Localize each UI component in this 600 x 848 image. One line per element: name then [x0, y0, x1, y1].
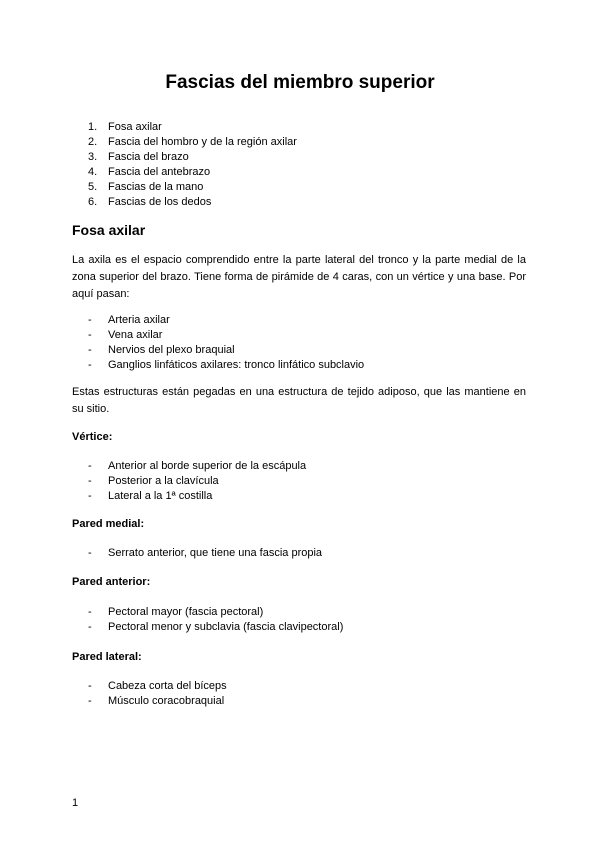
- list-item-text: Nervios del plexo braquial: [108, 344, 235, 356]
- fat-paragraph: Estas estructuras están pegadas en una estructura de tejido adiposo, que las mantiene en su sitio.: [72, 386, 526, 415]
- list-item: [88, 459, 306, 474]
- toc-item: [88, 195, 297, 210]
- toc-item: [88, 180, 297, 195]
- bullet-dash: -: [88, 329, 92, 341]
- list-item-text: Arteria axilar: [108, 314, 170, 326]
- bullet-dash: -: [88, 680, 92, 692]
- toc-item: [88, 120, 297, 135]
- list-item: [88, 679, 227, 694]
- list-item-text: Lateral a la 1ª costilla: [108, 490, 213, 502]
- toc-number: 6.: [88, 196, 98, 208]
- list-item: [88, 328, 364, 343]
- document-title: Fascias del miembro superior: [165, 72, 435, 93]
- pared-medial-list: [88, 546, 322, 561]
- list-item: [88, 605, 343, 620]
- bullet-dash: -: [88, 475, 92, 487]
- bullet-dash: -: [88, 460, 92, 472]
- list-item-text: Anterior al borde superior de la escápula: [108, 460, 307, 472]
- list-item: [88, 620, 343, 635]
- bullet-dash: -: [88, 344, 92, 356]
- list-item-text: Pectoral mayor (fascia pectoral): [108, 606, 264, 618]
- list-item: [88, 313, 364, 328]
- list-item-text: Músculo coracobraquial: [108, 695, 225, 707]
- toc-number: 2.: [88, 136, 98, 148]
- toc-item: [88, 135, 297, 150]
- intro-paragraph: La axila es el espacio comprendido entre la parte lateral del tronco y la parte medial de la zona superior del brazo. Tiene forma de pirámide de 4 caras, con un vértice y una base. Por aquí pasan:: [72, 254, 526, 300]
- table-of-contents: [88, 120, 297, 210]
- bullet-dash: -: [88, 606, 92, 618]
- pared-anterior-heading: Pared anterior:: [72, 576, 151, 588]
- toc-text: Fascia del brazo: [108, 151, 189, 163]
- list-item: [88, 358, 364, 373]
- list-item: [88, 489, 306, 504]
- toc-text: Fascia del antebrazo: [108, 166, 211, 178]
- list-item: [88, 546, 322, 561]
- list-item: [88, 694, 227, 709]
- list-item: [88, 343, 364, 358]
- pared-lateral-list: [88, 679, 227, 709]
- bullet-dash: -: [88, 359, 92, 371]
- toc-text: Fascias de la mano: [108, 181, 204, 193]
- toc-number: 3.: [88, 151, 98, 163]
- list-item-text: Posterior a la clavícula: [108, 475, 219, 487]
- toc-number: 1.: [88, 121, 98, 133]
- bullet-dash: -: [88, 490, 92, 502]
- toc-text: Fascias de los dedos: [108, 196, 212, 208]
- list-item-text: Pectoral menor y subclavia (fascia clavipectoral): [108, 621, 344, 633]
- toc-text: Fosa axilar: [108, 121, 162, 133]
- page-number: 1: [72, 797, 79, 809]
- list-item-text: Cabeza corta del bíceps: [108, 680, 227, 692]
- toc-item: [88, 150, 297, 165]
- bullet-dash: -: [88, 621, 92, 633]
- pared-medial-heading: Pared medial:: [72, 518, 145, 530]
- list-item-text: Ganglios linfáticos axilares: tronco linfático subclavio: [108, 359, 365, 371]
- section-heading: Fosa axilar: [72, 222, 146, 238]
- toc-number: 4.: [88, 166, 98, 178]
- bullet-dash: -: [88, 314, 92, 326]
- toc-text: Fascia del hombro y de la región axilar: [108, 136, 297, 148]
- vertice-heading: Vértice:: [72, 431, 113, 443]
- list-item: [88, 474, 306, 489]
- list-item-text: Serrato anterior, que tiene una fascia propia: [108, 547, 323, 559]
- bullet-dash: -: [88, 695, 92, 707]
- pared-anterior-list: [88, 605, 343, 635]
- toc-item: [88, 165, 297, 180]
- vertice-list: [88, 459, 306, 504]
- contents-list: [88, 313, 364, 373]
- list-item-text: Vena axilar: [108, 329, 163, 341]
- bullet-dash: -: [88, 547, 92, 559]
- pared-lateral-heading: Pared lateral:: [72, 651, 142, 663]
- toc-number: 5.: [88, 181, 98, 193]
